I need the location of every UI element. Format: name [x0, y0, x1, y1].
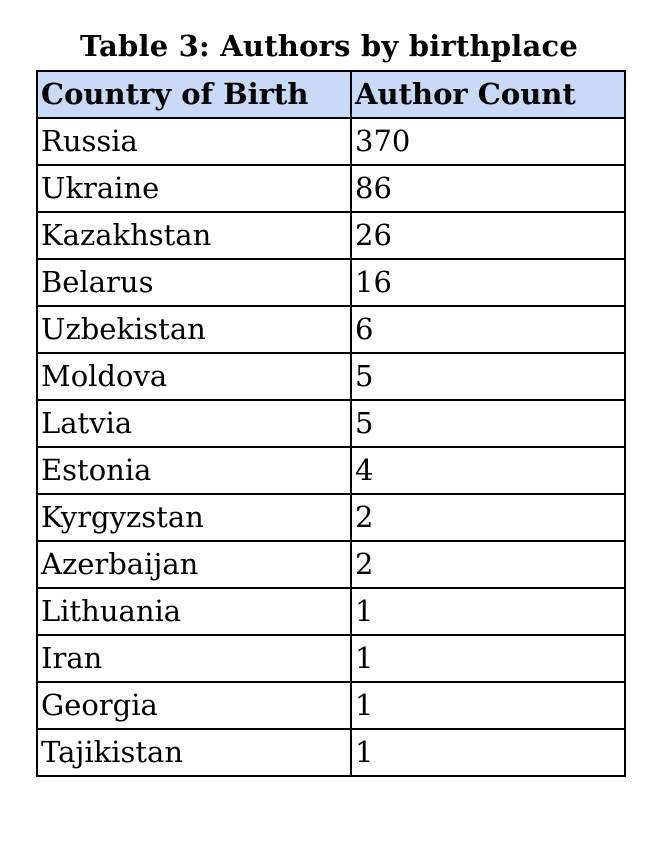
- table-row: [37, 118, 625, 165]
- count-cell: 86: [351, 165, 625, 212]
- table-row: [37, 494, 625, 541]
- header-country-of-birth: Country of Birth: [37, 71, 351, 118]
- country-cell: Moldova: [37, 353, 351, 400]
- header-author-count: Author Count: [351, 71, 625, 118]
- country-cell: Kyrgyzstan: [37, 494, 351, 541]
- table-row: [37, 259, 625, 306]
- country-cell: Kazakhstan: [37, 212, 351, 259]
- country-cell: Belarus: [37, 259, 351, 306]
- header-row: [37, 71, 625, 118]
- authors-by-birthplace-table: [36, 70, 626, 777]
- count-cell: 16: [351, 259, 625, 306]
- count-cell: 5: [351, 353, 625, 400]
- table-row: [37, 682, 625, 729]
- table-row: [37, 212, 625, 259]
- country-cell: Ukraine: [37, 165, 351, 212]
- count-cell: 6: [351, 306, 625, 353]
- table-row: [37, 635, 625, 682]
- count-cell: 2: [351, 541, 625, 588]
- table-header: [37, 71, 625, 118]
- country-cell: Lithuania: [37, 588, 351, 635]
- count-cell: 370: [351, 118, 625, 165]
- count-cell: 26: [351, 212, 625, 259]
- country-cell: Tajikistan: [37, 729, 351, 776]
- table-row: [37, 165, 625, 212]
- table-row: [37, 353, 625, 400]
- count-cell: 1: [351, 729, 625, 776]
- table-row: [37, 447, 625, 494]
- count-cell: 2: [351, 494, 625, 541]
- count-cell: 4: [351, 447, 625, 494]
- count-cell: 5: [351, 400, 625, 447]
- count-cell: 1: [351, 635, 625, 682]
- country-cell: Georgia: [37, 682, 351, 729]
- count-cell: 1: [351, 682, 625, 729]
- country-cell: Latvia: [37, 400, 351, 447]
- country-cell: Uzbekistan: [37, 306, 351, 353]
- country-cell: Estonia: [37, 447, 351, 494]
- count-cell: 1: [351, 588, 625, 635]
- table-row: [37, 306, 625, 353]
- table-caption: Table 3: Authors by birthplace: [80, 29, 578, 63]
- table-row: [37, 400, 625, 447]
- country-cell: Azerbaijan: [37, 541, 351, 588]
- table-body: [37, 118, 625, 776]
- table-row: [37, 729, 625, 776]
- table-row: [37, 541, 625, 588]
- country-cell: Russia: [37, 118, 351, 165]
- country-cell: Iran: [37, 635, 351, 682]
- table-row: [37, 588, 625, 635]
